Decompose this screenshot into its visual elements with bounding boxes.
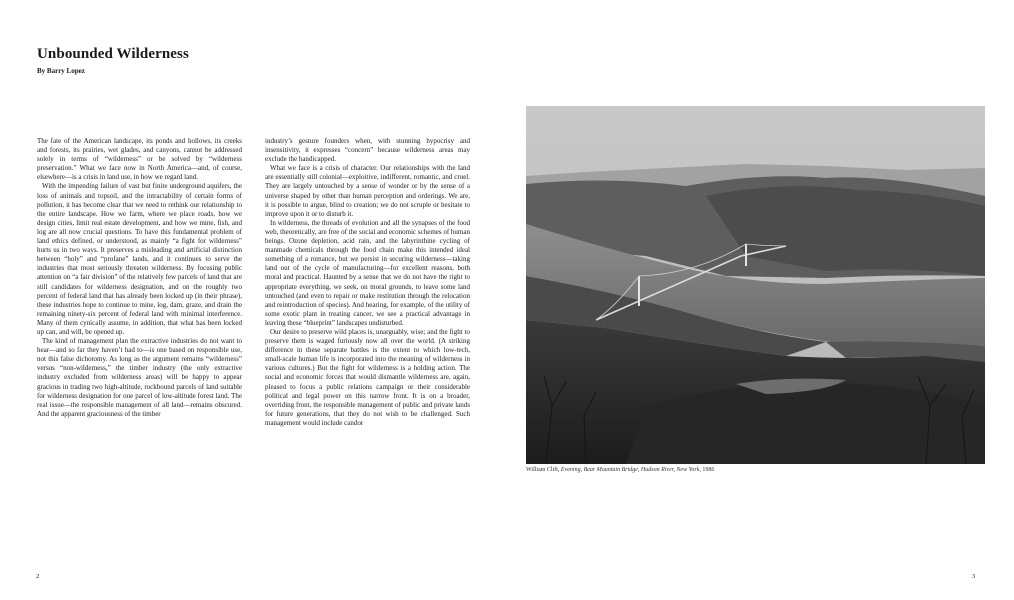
paragraph: In wilderness, the threads of evolution and all the synapses of the food web, theoretically, are free of the social and economic schemes of human beings. Ozone depletion, acid rain, and the labyrinthine cycling of manmade chemicals through the food chain make this intended ideal something of a romance, but we persist in securing wilderness—taking land out of the cycle of manufacturing—for excellent reasons, both moral and practical. Haunted by a sense that we do not have the right to appropriate everything, we seek, on moral grounds, to leave some land untouched (and even to repair or make restitution through the relocation and reintroduction of species). And hearing, for example, of the utility of some exotic plant in treating cancer, we see a practical advantage in leaving these “blueprint” landscapes undisturbed. (265, 218, 470, 327)
paragraph: What we face is a crisis of character. Our relationships with the land are essentially still colonial—exploitive, indifferent, romantic, and cruel. They are largely untouched by a sense of wonder or by the sense of a universe shaped by other than human perception and orderings. We are, it is possible to argue, blind to creation; we do not scruple or hesitate to improve upon it or to disturb it. (265, 164, 470, 218)
bridge-photograph (526, 106, 985, 464)
paragraph: Our desire to preserve wild places is, unarguably, wise; and the fight to preserve them is waged furiously now all over the world. (A striking difference in these separate battles is the extent to which low-tech, small-scale human life is incorporated into the meaning of wilderness in various cultures.) But the fight for wilderness is a holding action. The social and economic forces that would dismantle wilderness are, again, pleased to focus a public relations campaign or their considerable political and legal power on this narrow front. It is on a broader, overriding front, the responsible management of public and private lands for future generations, that they do not wish to be challenged. Such management would include candor (265, 327, 470, 427)
page-number-right: 3 (972, 573, 976, 580)
text-column-right (265, 137, 470, 428)
paragraph: The fate of the American landscape, its ponds and hollows, its creeks and forests, its prairies, wet glades, and canyons, cannot be addressed solely in terms of “wilderness” or be solved by “wilderness preservation.” What we face now in North America—and, of course, elsewhere—is a crisis in land use, in how we regard land. (37, 137, 242, 182)
caption-credit: William Clift, (526, 467, 561, 473)
photo-caption (526, 467, 714, 473)
text-column-left (37, 137, 242, 419)
paragraph: With the impending failure of vast but finite underground aquifers, the loss of animals and topsoil, and the intractability of certain forms of pollution, it has become clear that we need to rethink our relationship to the entire landscape. How we farm, where we place roads, how we design cities, limit real estate development, and how we mine, fish, and log are all now crucial questions. To have this fundamental problem of land ethics defined, or understood, as mainly “a fight for wilderness” hurts us in two ways. It preserves a misleading and artificial distinction between “holy” and “profane” lands, and it continues to serve the industries that most seriously threaten wilderness. By focusing public attention on “a fair division” of the relatively few parcels of land that are still candidates for wilderness designation, and on the roughly two percent of federal land that has already been locked up (in their phrase), these industries hope to continue to mine, log, dam, graze, and drain the remaining ninety-six percent of federal land with minimal interference. Many of them cynically assume, in addition, that what has been locked up can, and will, be opened up. (37, 182, 242, 336)
article-title: Unbounded Wilderness (37, 46, 189, 62)
page-number-left: 2 (36, 573, 40, 580)
article-byline: By Barry Lopez (37, 67, 85, 75)
caption-work-title: Evening, Bear Mountain Bridge, Hudson River, New York, (560, 467, 701, 473)
paragraph: The kind of management plan the extractive industries do not want to hear—and so far they haven’t had to—is one based on responsible use, not this false dichotomy. As long as the argument remains “wilderness” versus “non-wilderness,” the timber industry (the only extractive industry excluded from wilderness areas) will be happy to appear gracious in trading two high-altitude, rockbound parcels of land suitable for wilderness designation for one parcel of low-altitude forest land. The real issue—the responsible management of all land—remains obscured. And the apparent graciousness of the timber (37, 337, 242, 418)
caption-year: 1986 (700, 467, 715, 473)
paragraph: industry’s gesture founders when, with stunning hypocrisy and insensitivity, it expresses “concern” because wilderness areas may exclude the handicapped. (265, 137, 470, 164)
